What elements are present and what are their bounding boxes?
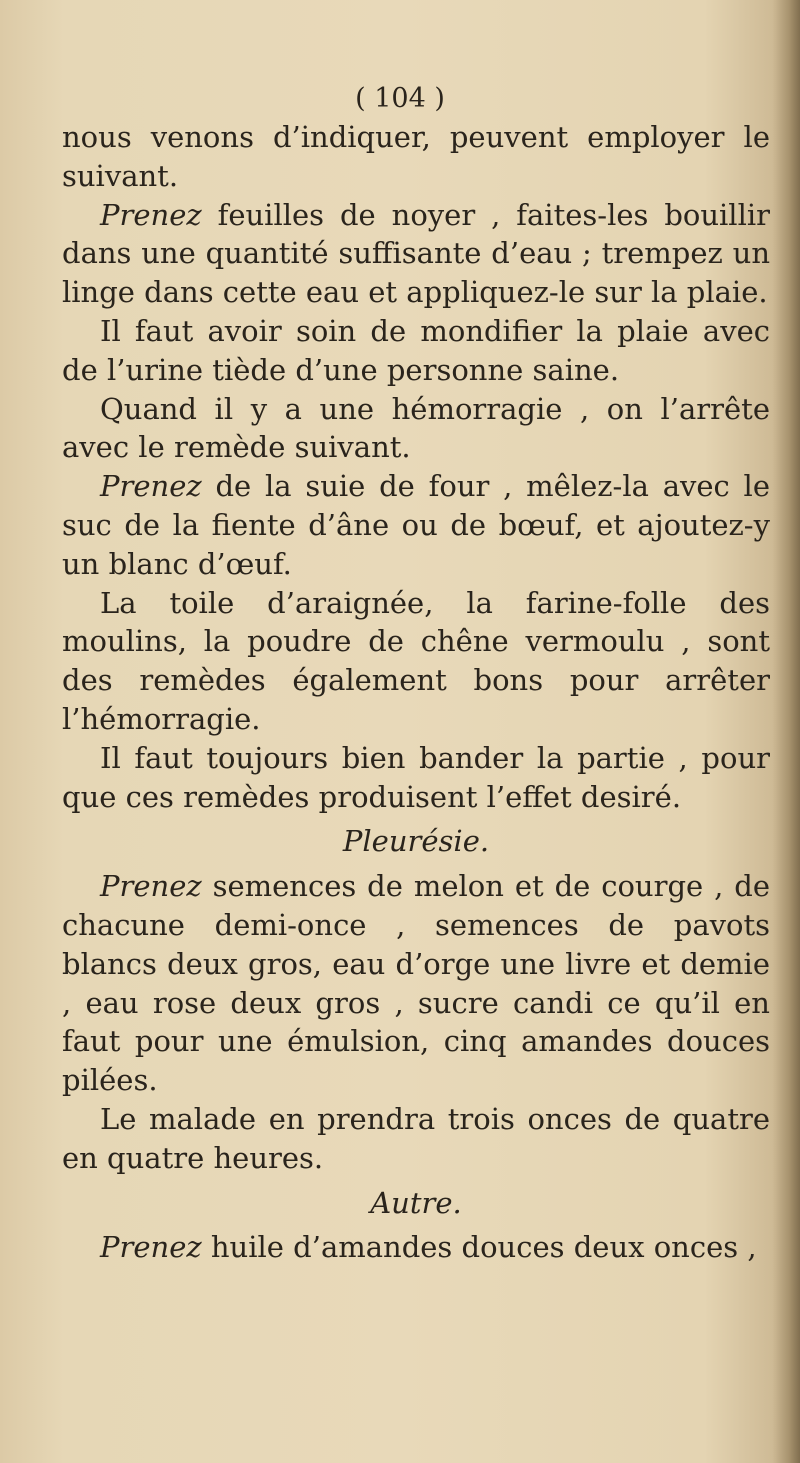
paragraph-lead: Prenez xyxy=(100,197,202,232)
paragraph xyxy=(62,390,770,468)
paragraph-text: semences de melon et de courge , de chacune demi-once , semences de pavots blancs deux gros, eau d’orge une livre et demie , eau rose deux gros , sucre candi ce qu’il en faut pour une émulsion, cinq amandes douces pilées. xyxy=(62,869,770,1098)
paragraph-text: Il faut toujours bien bander la partie , pour que ces remèdes produisent l’effet desiré. xyxy=(62,740,770,814)
page-number: ( 104 ) xyxy=(355,83,445,114)
paragraph xyxy=(62,118,770,196)
paragraph xyxy=(62,867,770,1100)
paragraph-text: La toile d’araignée, la farine-folle des moulins, la poudre de chêne vermoulu , sont des remèdes également bons pour arrêter l’hémorragie. xyxy=(62,585,770,736)
section-heading-pleuresie: Pleurésie. xyxy=(342,824,490,859)
paragraph-lead: Prenez xyxy=(100,469,202,504)
paragraph-text: Quand il y a une hémorragie , on l’arrête avec le remède suivant. xyxy=(62,391,770,465)
paragraph xyxy=(62,584,770,739)
paragraph xyxy=(62,312,770,390)
paragraph xyxy=(62,1228,770,1267)
paragraph xyxy=(62,739,770,817)
paragraph-lead: Prenez xyxy=(100,1230,202,1265)
paragraph-text: feuilles de noyer , faites-les bouillir dans une quantité suffisante d’eau ; trempez un linge dans cette eau et appliquez-le sur la plaie. xyxy=(62,197,770,310)
paragraph-text: Il faut avoir soin de mondifier la plaie avec de l’urine tiède d’une personne saine. xyxy=(62,313,770,387)
paragraph-text: de la suie de four , mêlez-la avec le suc de la fiente d’âne ou de bœuf, et ajoutez-y un blanc d’œuf. xyxy=(62,469,770,581)
paragraph-text: huile d’amandes douces deux onces , xyxy=(201,1230,757,1265)
paragraph-text: Le malade en prendra trois onces de quatre en quatre heures. xyxy=(62,1101,770,1175)
paragraph-text: nous venons d’indiquer, peuvent employer le suivant. xyxy=(62,120,770,193)
paragraph xyxy=(62,196,770,312)
paragraph xyxy=(62,1100,770,1178)
section-heading-autre: Autre. xyxy=(370,1185,462,1220)
page-edge-shadow xyxy=(772,0,800,1463)
paragraph xyxy=(62,467,770,583)
paragraph-lead: Prenez xyxy=(100,869,202,904)
page-body xyxy=(62,118,770,1267)
